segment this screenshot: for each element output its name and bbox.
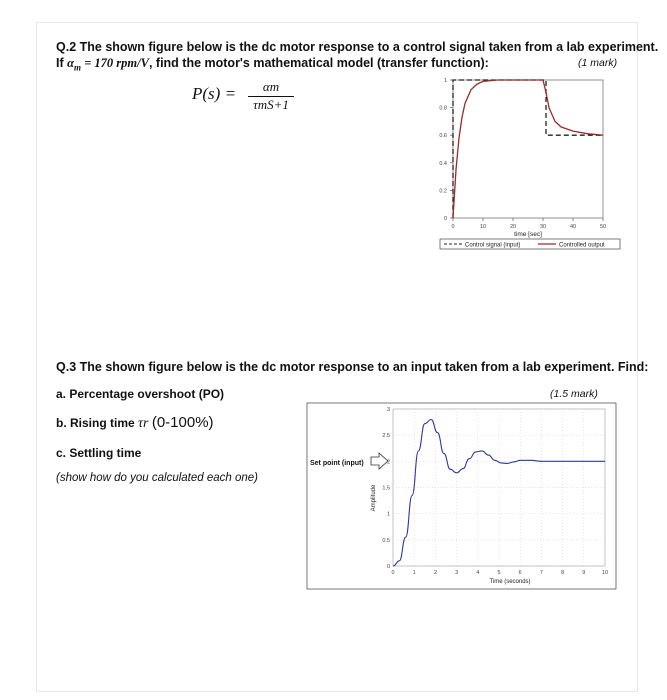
q3-ytick-label: 2 [386, 459, 390, 466]
q3-xtick-label: 5 [497, 570, 501, 576]
q3-xtick-label: 1 [412, 570, 416, 576]
setpoint-label: Set point (input) [310, 460, 364, 467]
q2-ytick-label: 1 [443, 78, 447, 84]
alpha-value: = 170 rpm/V [81, 56, 149, 70]
q3-mark: (1.5 mark) [550, 388, 598, 400]
q3-xtick-label: 10 [601, 570, 609, 576]
q3-xlabel: Time (seconds) [489, 579, 531, 585]
q3-xtick-label: 3 [455, 570, 459, 576]
q3-item-b-prefix: b. Rising time [56, 416, 135, 430]
q2-legend-input-label: Control signal (input) [465, 242, 521, 249]
q3-xtick-label: 7 [539, 570, 543, 576]
q2-ytick-label: 0.2 [439, 188, 447, 195]
q2-ytick-label: 0.4 [439, 160, 447, 167]
q2-xtick-label: 10 [479, 224, 487, 230]
q2-xtick-label: 50 [599, 224, 607, 230]
q2-line2-suffix: , find the motor's mathematical model (transfer function): [148, 56, 489, 70]
q3-xtick-label: 8 [561, 570, 565, 576]
q3-xtick-label: 2 [433, 570, 437, 576]
q2-xtick-label: 30 [539, 224, 547, 230]
q3-item-b-range: (0-100%) [151, 414, 214, 431]
formula-numerator: αm [248, 79, 294, 97]
q2-mark: (1 mark) [578, 57, 618, 69]
q3-item-c: c. Settling time [56, 446, 142, 460]
q3-ytick-label: 3 [386, 407, 390, 413]
q3-ytick-label: 0.5 [382, 537, 390, 544]
q3-ytick-label: 0 [386, 564, 390, 570]
q3-xtick-label: 9 [582, 570, 586, 576]
q3-xtick-label: 6 [518, 570, 522, 576]
q3-xtick-label: 4 [476, 570, 480, 576]
q3-ytick-label: 1.5 [382, 485, 390, 492]
formula-lhs-text: P(s) = [192, 84, 237, 103]
q2-ytick-label: 0.8 [439, 105, 447, 112]
q2-xtick-label: 0 [451, 224, 455, 230]
q3-ytick-label: 2.5 [382, 433, 390, 440]
tau-r-symbol: τr [138, 416, 149, 431]
q3-item-a: a. Percentage overshoot (PO) [56, 387, 225, 401]
q3-note: (show how do you calculated each one) [56, 472, 259, 484]
alpha-subscript: m [74, 62, 82, 73]
q2-legend-output-label: Controlled output [559, 242, 605, 249]
q3-xtick-label: 0 [391, 570, 395, 576]
q2-xtick-label: 20 [509, 224, 517, 230]
q2-xtick-label: 40 [569, 224, 577, 230]
alpha-symbol: α [67, 56, 75, 70]
q3-ylabel: Amplitude [371, 484, 377, 512]
q2-ytick-label: 0 [443, 216, 447, 222]
q2-line1: Q.2 The shown figure below is the dc motor response to a control signal taken from a lab experiment. [56, 40, 659, 54]
q3-line1: Q.3 The shown figure below is the dc motor response to an input taken from a lab experiment. Find: [56, 360, 649, 374]
q2-line2-prefix: If [56, 56, 64, 70]
q2-ytick-label: 0.6 [439, 133, 447, 140]
q2-xlabel: time [sec] [514, 231, 542, 238]
q3-ytick-label: 1 [386, 511, 390, 518]
formula-denominator-text: τmS+1 [253, 97, 289, 112]
